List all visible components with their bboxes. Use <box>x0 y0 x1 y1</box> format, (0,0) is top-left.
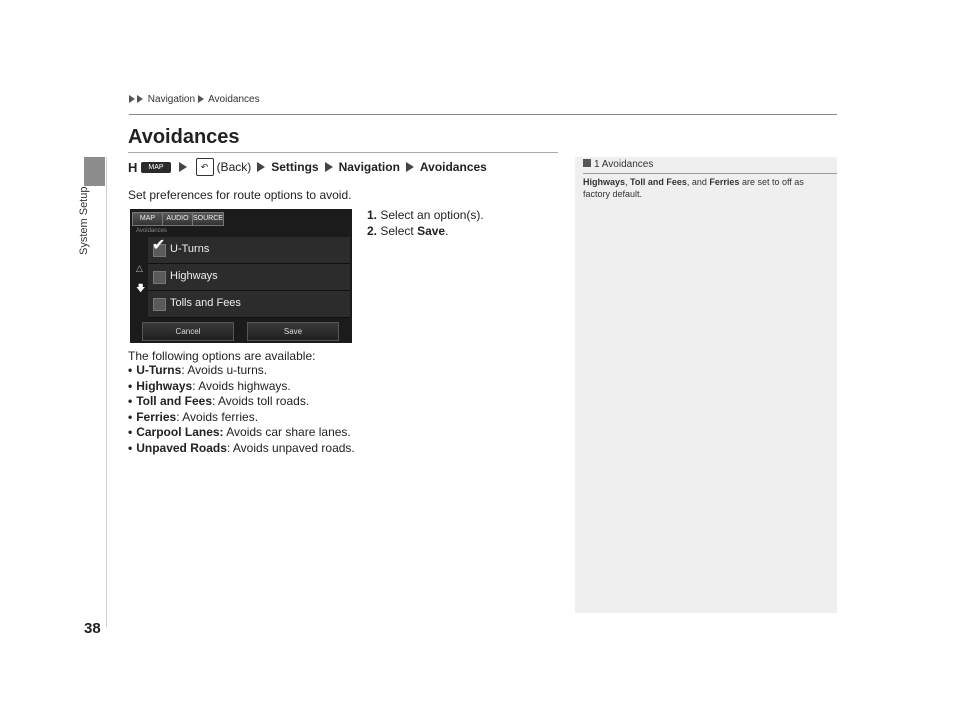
path-arrow-icon <box>257 162 265 172</box>
note-title: Avoidances <box>601 159 654 170</box>
list-item <box>128 441 355 457</box>
intro-text: Set preferences for route options to avoid. <box>128 188 352 202</box>
page-title: Avoidances <box>128 126 240 148</box>
screen-title: Avoidances <box>136 228 167 234</box>
option-desc: : Avoids highways. <box>192 378 291 393</box>
device-screenshot <box>130 209 352 343</box>
screen-tab-map[interactable]: MAP <box>132 212 163 226</box>
option-desc: : Avoids unpaved roads. <box>226 440 355 455</box>
screen-option-tolls-and-fees[interactable] <box>148 291 350 318</box>
section-tab-label: System Setup <box>78 186 90 255</box>
option-name: Unpaved Roads <box>136 440 227 455</box>
options-heading: The following options are available: <box>128 349 316 363</box>
note-bold: Ferries <box>709 177 740 187</box>
back-button-icon: ↶ <box>196 158 214 176</box>
path-item-settings: Settings <box>271 160 319 174</box>
path-item-avoidances: Avoidances <box>419 160 487 174</box>
note-number: 1 <box>594 159 600 170</box>
path-arrow-icon <box>406 162 414 172</box>
scroll-up-icon[interactable]: △ <box>136 263 143 273</box>
list-item <box>128 379 355 395</box>
step-text: Select an option(s). <box>380 208 484 222</box>
step-1 <box>367 207 484 223</box>
option-name: Carpool Lanes: <box>136 425 224 439</box>
option-desc: Avoids car share lanes. <box>223 425 351 439</box>
back-label: (Back) <box>216 160 252 174</box>
checkbox[interactable] <box>153 298 166 311</box>
checkbox[interactable] <box>153 271 166 284</box>
screen-option-highways[interactable] <box>148 264 350 291</box>
note-sep: , and <box>686 177 710 187</box>
steps <box>367 207 484 239</box>
screen-tab-audio[interactable]: AUDIO <box>162 212 193 226</box>
option-desc: : Avoids u-turns. <box>181 363 268 377</box>
save-button[interactable]: Save <box>247 322 339 341</box>
step-save-label: Save <box>417 224 446 238</box>
options-list <box>128 363 355 456</box>
option-name: Toll and Fees <box>136 394 212 408</box>
home-icon: H <box>128 159 138 175</box>
screen-tab-source[interactable]: SOURCE <box>192 212 224 226</box>
option-desc: : Avoids ferries. <box>176 409 259 424</box>
breadcrumb-arrow-icon <box>137 95 143 103</box>
note-rest: are set to off as factory default. <box>583 177 804 199</box>
title-rule <box>128 152 558 153</box>
side-divider <box>106 157 107 627</box>
menu-path <box>128 158 487 176</box>
step-2 <box>367 223 484 239</box>
scroll-down-icon[interactable]: 🡇 <box>136 283 146 293</box>
list-item <box>128 410 355 426</box>
path-arrow-icon <box>325 162 333 172</box>
note-sidebar <box>575 157 837 613</box>
cancel-button[interactable]: Cancel <box>142 322 234 341</box>
map-button-icon: MAP <box>141 162 170 173</box>
section-tab-marker <box>84 157 105 186</box>
step-number: 2. <box>367 224 378 238</box>
screen-option-label: U-Turns <box>170 243 210 255</box>
note-sep: , <box>625 177 631 187</box>
screen-option-label: Tolls and Fees <box>170 297 241 309</box>
option-name: Ferries <box>136 409 177 424</box>
note-heading <box>583 159 653 170</box>
note-bold: Highways <box>583 177 626 187</box>
note-bold: Toll and Fees <box>630 177 687 187</box>
page-number: 38 <box>84 620 101 637</box>
step-punct: . <box>445 224 449 238</box>
checkmark-icon: ✔ <box>152 237 166 254</box>
note-text <box>583 176 833 200</box>
breadcrumb-item-avoidances[interactable]: Avoidances <box>208 94 260 105</box>
screen-option-u-turns[interactable] <box>148 237 350 264</box>
option-name: U-Turns <box>136 363 182 377</box>
list-item <box>128 394 355 410</box>
option-desc: : Avoids toll roads. <box>212 394 310 408</box>
breadcrumb <box>129 94 260 105</box>
path-item-navigation: Navigation <box>338 160 400 174</box>
list-item <box>128 425 355 441</box>
note-rule <box>583 173 837 174</box>
step-number: 1. <box>367 208 378 222</box>
option-name: Highways <box>136 378 193 393</box>
note-badge-icon <box>583 159 591 167</box>
breadcrumb-item-navigation[interactable]: Navigation <box>147 94 196 105</box>
breadcrumb-arrow-icon <box>198 95 204 103</box>
breadcrumb-arrow-icon <box>129 95 135 103</box>
list-item <box>128 363 355 379</box>
path-arrow-icon <box>179 162 187 172</box>
breadcrumb-rule <box>129 114 837 115</box>
screen-option-label: Highways <box>170 270 218 282</box>
step-text: Select <box>380 224 414 238</box>
